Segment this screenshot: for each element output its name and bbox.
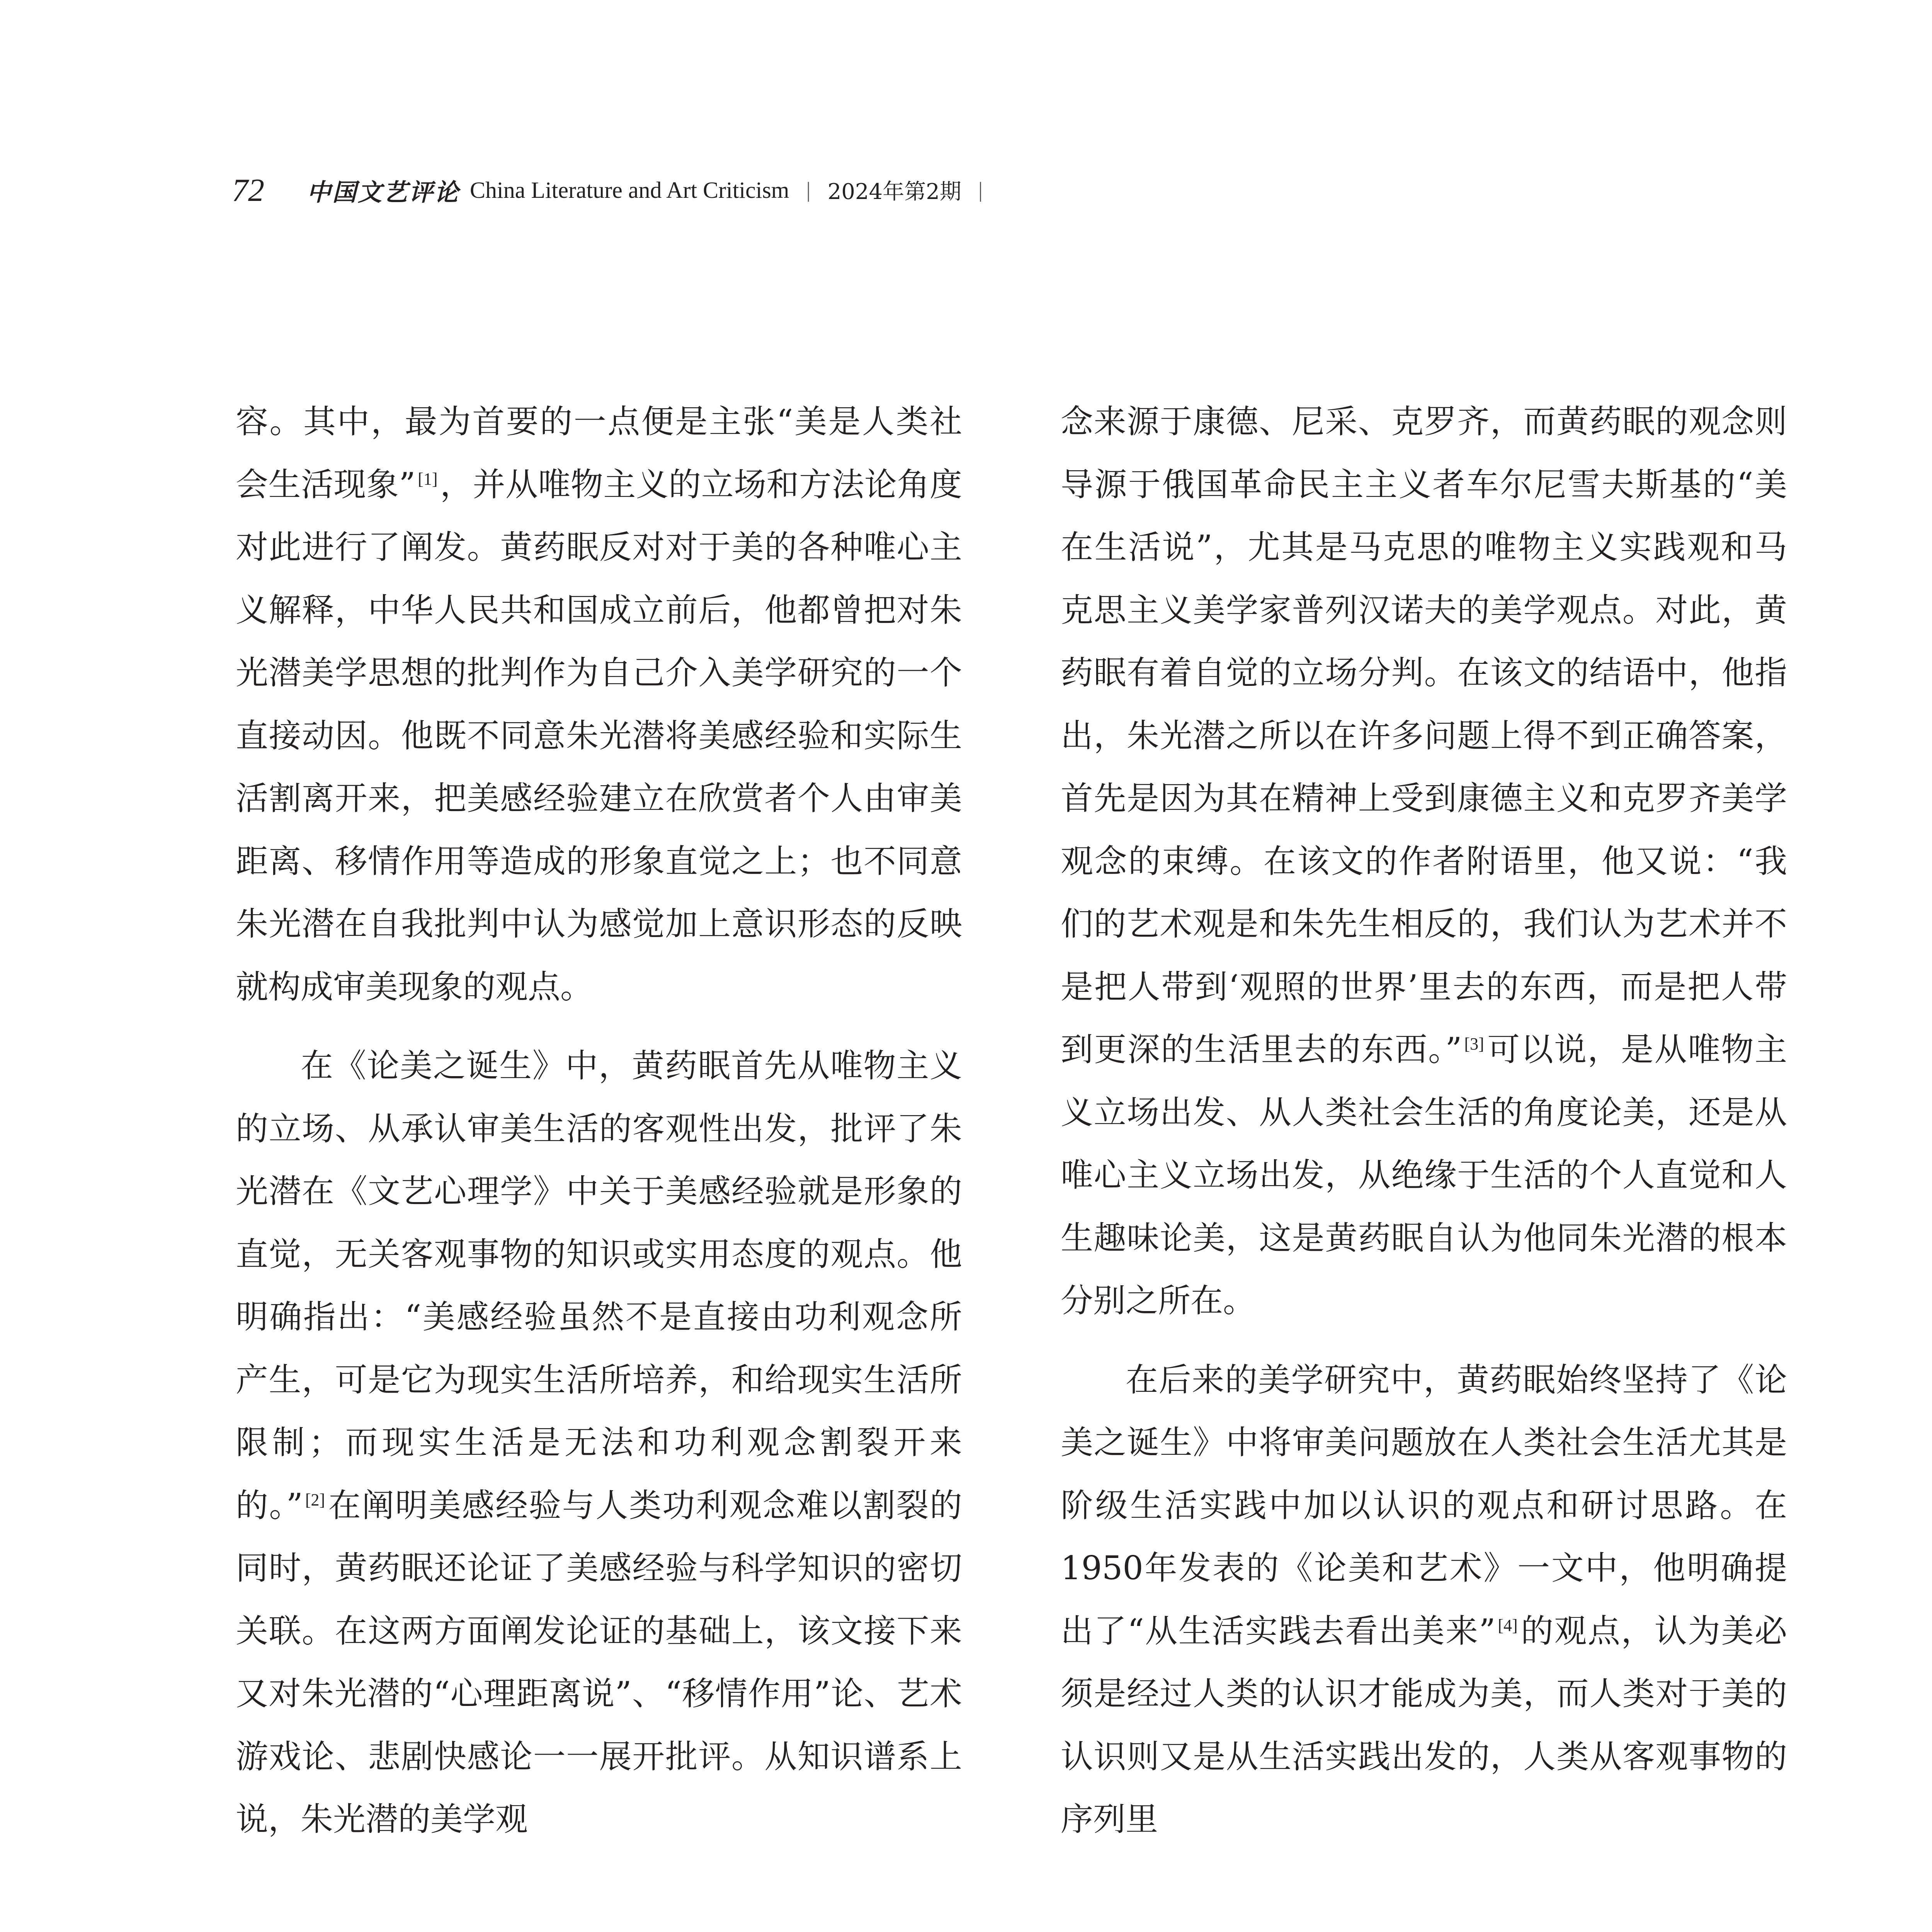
issue-label: 2024年第2期 — [827, 179, 961, 204]
page-number: 72 — [232, 172, 264, 208]
header-separator-end: | — [978, 178, 983, 202]
paragraph-text: 在后来的美学研究中，黄药眠始终坚持了《论美之诞生》中将审美问题放在人类社会生活尤其是阶级生活实践中加以认识的观点和研讨思路。在1950年发表的《论美和艺术》一文中，他明确提出了“从生活实践去看出美来” — [1061, 1361, 1787, 1650]
right-column — [1061, 390, 1787, 1867]
running-header — [232, 167, 1000, 213]
journal-title-english: China Literature and Art Criticism — [470, 177, 789, 203]
body-paragraph — [1061, 1349, 1787, 1851]
footnote-ref[interactable]: [2] — [305, 1490, 325, 1509]
paragraph-text: ，并从唯物主义的立场和方法论角度对此进行了阐发。黄药眠反对对于美的各种唯心主义解释，中华人民共和国成立前后，他都曾把对朱光潜美学思想的批判作为自己介入美学研究的一个直接动因。他既不同意朱光潜将美感经验和实际生活割离开来，把美感经验建立在欣赏者个人由审美距离、移情作用等造成的形象直觉之上；也不同意朱光潜在自我批判中认为感觉加上意识形态的反映就构成审美现象的观点。 — [236, 465, 962, 1006]
paragraph-text: 可以说，是从唯物主义立场出发、从人类社会生活的角度论美，还是从唯心主义立场出发，从绝缘于生活的个人直觉和人生趣味论美，这是黄药眠自认为他同朱光潜的根本分别之所在。 — [1061, 1031, 1787, 1320]
paragraph-text: 容。其中，最为首要的一点便是主张“美是人类社会生活现象” — [236, 403, 962, 503]
footnote-ref[interactable]: [1] — [418, 469, 438, 488]
footnote-ref[interactable]: [4] — [1498, 1616, 1518, 1635]
paragraph-text: 念来源于康德、尼采、克罗齐，而黄药眠的观念则导源于俄国革命民主主义者车尔尼雪夫斯基的“美在生活说”，尤其是马克思的唯物主义实践观和马克思主义美学家普列汉诺夫的美学观点。对此，黄药眠有着自觉的立场分判。在该文的结语中，他指出，朱光潜之所以在许多问题上得不到正确答案，首先是因为其在精神上受到康德主义和克罗齐美学观念的束缚。在该文的作者附语里，他又说：“我们的艺术观是和朱先生相反的，我们认为艺术并不是把人带到‘观照的世界’里去的东西，而是把人带到更深的生活里去的东西。” — [1061, 403, 1787, 1068]
paragraph-text: 在阐明美感经验与人类功利观念难以割裂的同时，黄药眠还论证了美感经验与科学知识的密切关联。在这两方面阐发论证的基础上，该文接下来又对朱光潜的“心理距离说”、“移情作用”论、艺术游戏论、悲剧快感论一一展开批评。从知识谱系上说，朱光潜的美学观 — [236, 1486, 962, 1838]
paragraph-text: 的观点，认为美必须是经过人类的认识才能成为美，而人类对于美的认识则又是从生活实践出发的，人类从客观事物的序列里 — [1061, 1612, 1787, 1838]
body-paragraph — [236, 1034, 962, 1851]
body-paragraph — [236, 390, 962, 1018]
footnote-ref[interactable]: [3] — [1464, 1034, 1484, 1053]
journal-title-chinese: 中国文艺评论 — [307, 178, 460, 206]
header-separator: | — [806, 178, 811, 202]
body-paragraph — [1061, 390, 1787, 1332]
left-column — [236, 390, 962, 1867]
paragraph-text: 在《论美之诞生》中，黄药眠首先从唯物主义的立场、从承认审美生活的客观性出发，批评了朱光潜在《文艺心理学》中关于美感经验就是形象的直觉，无关客观事物的知识或实用态度的观点。他明确指出：“美感经验虽然不是直接由功利观念所产生，可是它为现实生活所培养，和给现实生活所限制；而现实生活是无法和功利观念割裂开来的。” — [236, 1047, 962, 1524]
